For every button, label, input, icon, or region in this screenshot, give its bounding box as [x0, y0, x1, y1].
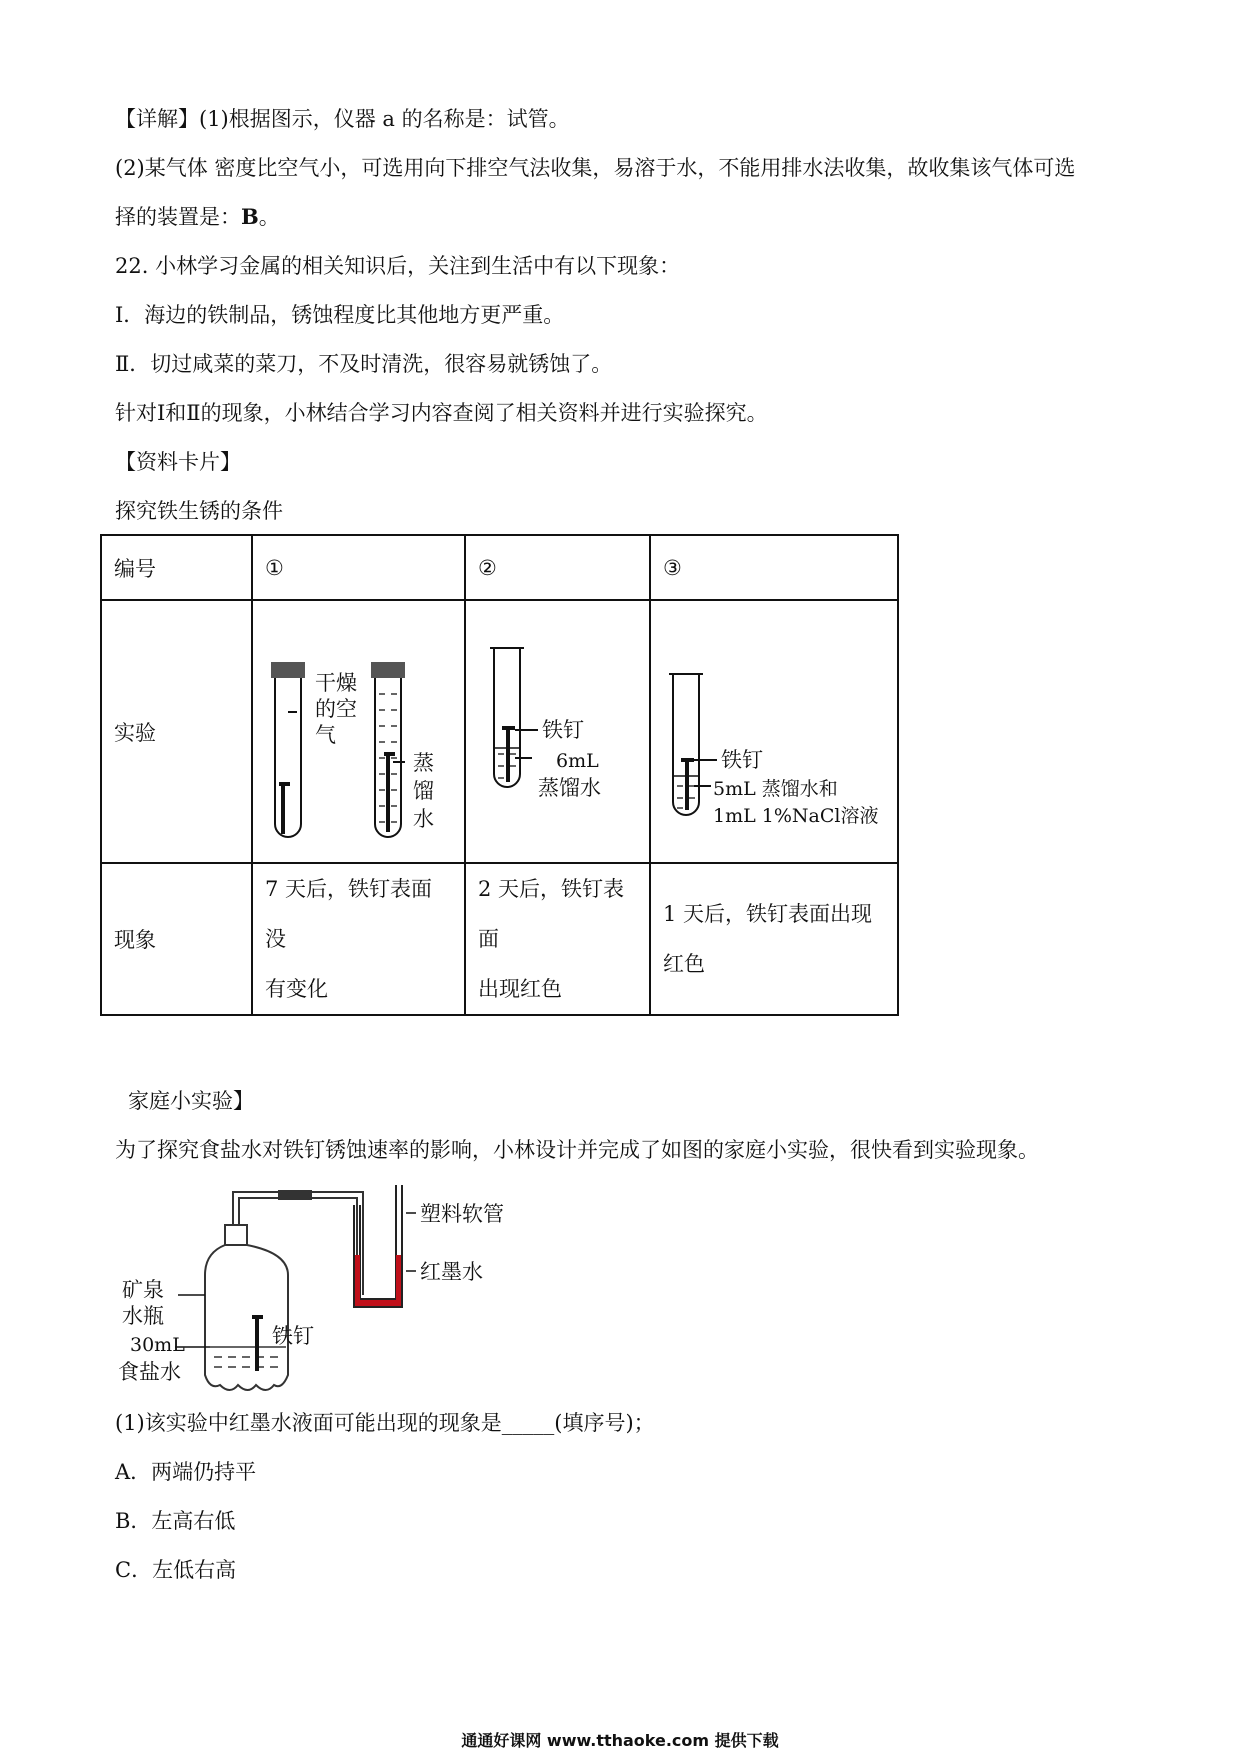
nail-icon	[279, 782, 290, 834]
tube-label: 塑料软管	[420, 1202, 504, 1226]
experiment-2-cell	[465, 600, 650, 863]
question-22: 22. 小林学习金属的相关知识后，关注到生活中有以下现象：	[115, 254, 681, 278]
tube2-label: 铁钉	[542, 718, 584, 742]
row-label-experiment: 实验	[101, 600, 252, 863]
table-header-row	[101, 535, 898, 600]
nail-label: 铁钉	[272, 1324, 314, 1348]
red-ink-right	[396, 1255, 401, 1305]
nail-icon	[384, 752, 395, 832]
card-title: 【资料卡片】	[115, 450, 241, 474]
ink-label: 红墨水	[420, 1260, 483, 1284]
salt-label: 30mL	[130, 1334, 185, 1356]
page-footer: 通通好课网 www.tthaoke.com 提供下载	[461, 1731, 779, 1750]
tube3-label: 1mL 1%NaCl溶液	[713, 805, 879, 827]
tube2-label: 6mL	[556, 750, 599, 772]
tube1b-label: 水	[413, 807, 434, 831]
experiment-1-cell	[252, 600, 465, 863]
bottle-label: 矿泉	[122, 1278, 164, 1302]
detail-line-2: (2)某气体 密度比空气小，可选用向下排空气法收集，易溶于水，不能用排水法收集，故收集该气体可选	[115, 156, 1076, 180]
bottle	[205, 1245, 288, 1390]
tube1b-label: 馏	[413, 779, 434, 803]
stopper-icon	[271, 662, 305, 678]
tube1-label: 干燥	[315, 671, 357, 695]
table-experiment-row	[101, 600, 898, 863]
detail-line-3: 择的装置是：B。	[115, 204, 280, 229]
nail-icon	[681, 758, 694, 810]
home-experiment-title: 家庭小实验】	[128, 1089, 254, 1113]
intro-text: 针对Ⅰ和Ⅱ的现象，小林结合学习内容查阅了相关资料并进行实验探究。	[115, 401, 768, 425]
phenomenon-3: 1 天后，铁钉表面出现 红色	[650, 863, 898, 1015]
header-cell: ①	[252, 535, 465, 600]
bottle-cap	[225, 1225, 247, 1245]
test-tube-salt-water-diagram	[651, 602, 897, 861]
option-c: C．左低右高	[115, 1558, 237, 1582]
phenomenon-1: 7 天后，铁钉表面没 有变化	[252, 863, 465, 1015]
test-tubes-dry-air-diagram	[253, 602, 464, 861]
question-1: (1)该实验中红墨水液面可能出现的现象是_____(填序号)；	[115, 1411, 655, 1435]
home-experiment-diagram	[110, 1175, 550, 1405]
header-cell: ③	[650, 535, 898, 600]
detail-line-1: 【详解】(1)根据图示，仪器 a 的名称是：试管。	[115, 107, 570, 131]
option-a: A．两端仍持平	[115, 1460, 257, 1484]
row-label-phenomenon: 现象	[101, 863, 252, 1015]
option-b: B．左高右低	[115, 1509, 236, 1533]
experiment-table	[100, 534, 899, 1016]
test-tube-distilled-water-diagram	[466, 602, 649, 861]
salt-label: 食盐水	[118, 1360, 181, 1384]
item-ii: Ⅱ．切过咸菜的菜刀，不及时清洗，很容易就锈蚀了。	[115, 352, 613, 376]
phenomenon-2: 2 天后，铁钉表面 出现红色	[465, 863, 650, 1015]
bottle-label: 水瓶	[122, 1304, 164, 1328]
tube3-label: 铁钉	[721, 748, 763, 772]
tube1-label: 气	[315, 723, 336, 747]
experiment-3-cell	[650, 600, 898, 863]
tube1b-label: 蒸	[413, 751, 434, 775]
header-cell: ②	[465, 535, 650, 600]
table-phenomenon-row	[101, 863, 898, 1015]
stopper-icon	[371, 662, 405, 678]
red-ink-left	[355, 1255, 360, 1305]
table-caption: 探究铁生锈的条件	[115, 499, 283, 523]
red-ink-bottom	[355, 1300, 401, 1306]
tube1-label: 的空	[315, 697, 357, 721]
item-i: Ⅰ．海边的铁制品，锈蚀程度比其他地方更严重。	[115, 303, 565, 327]
header-cell: 编号	[101, 535, 252, 600]
tube2-label: 蒸馏水	[538, 776, 601, 800]
home-experiment-intro: 为了探究食盐水对铁钉锈蚀速率的影响，小林设计并完成了如图的家庭小实验，很快看到实验现象。	[115, 1138, 1039, 1162]
tube3-label: 5mL 蒸馏水和	[713, 778, 838, 800]
nail-icon	[252, 1315, 263, 1371]
